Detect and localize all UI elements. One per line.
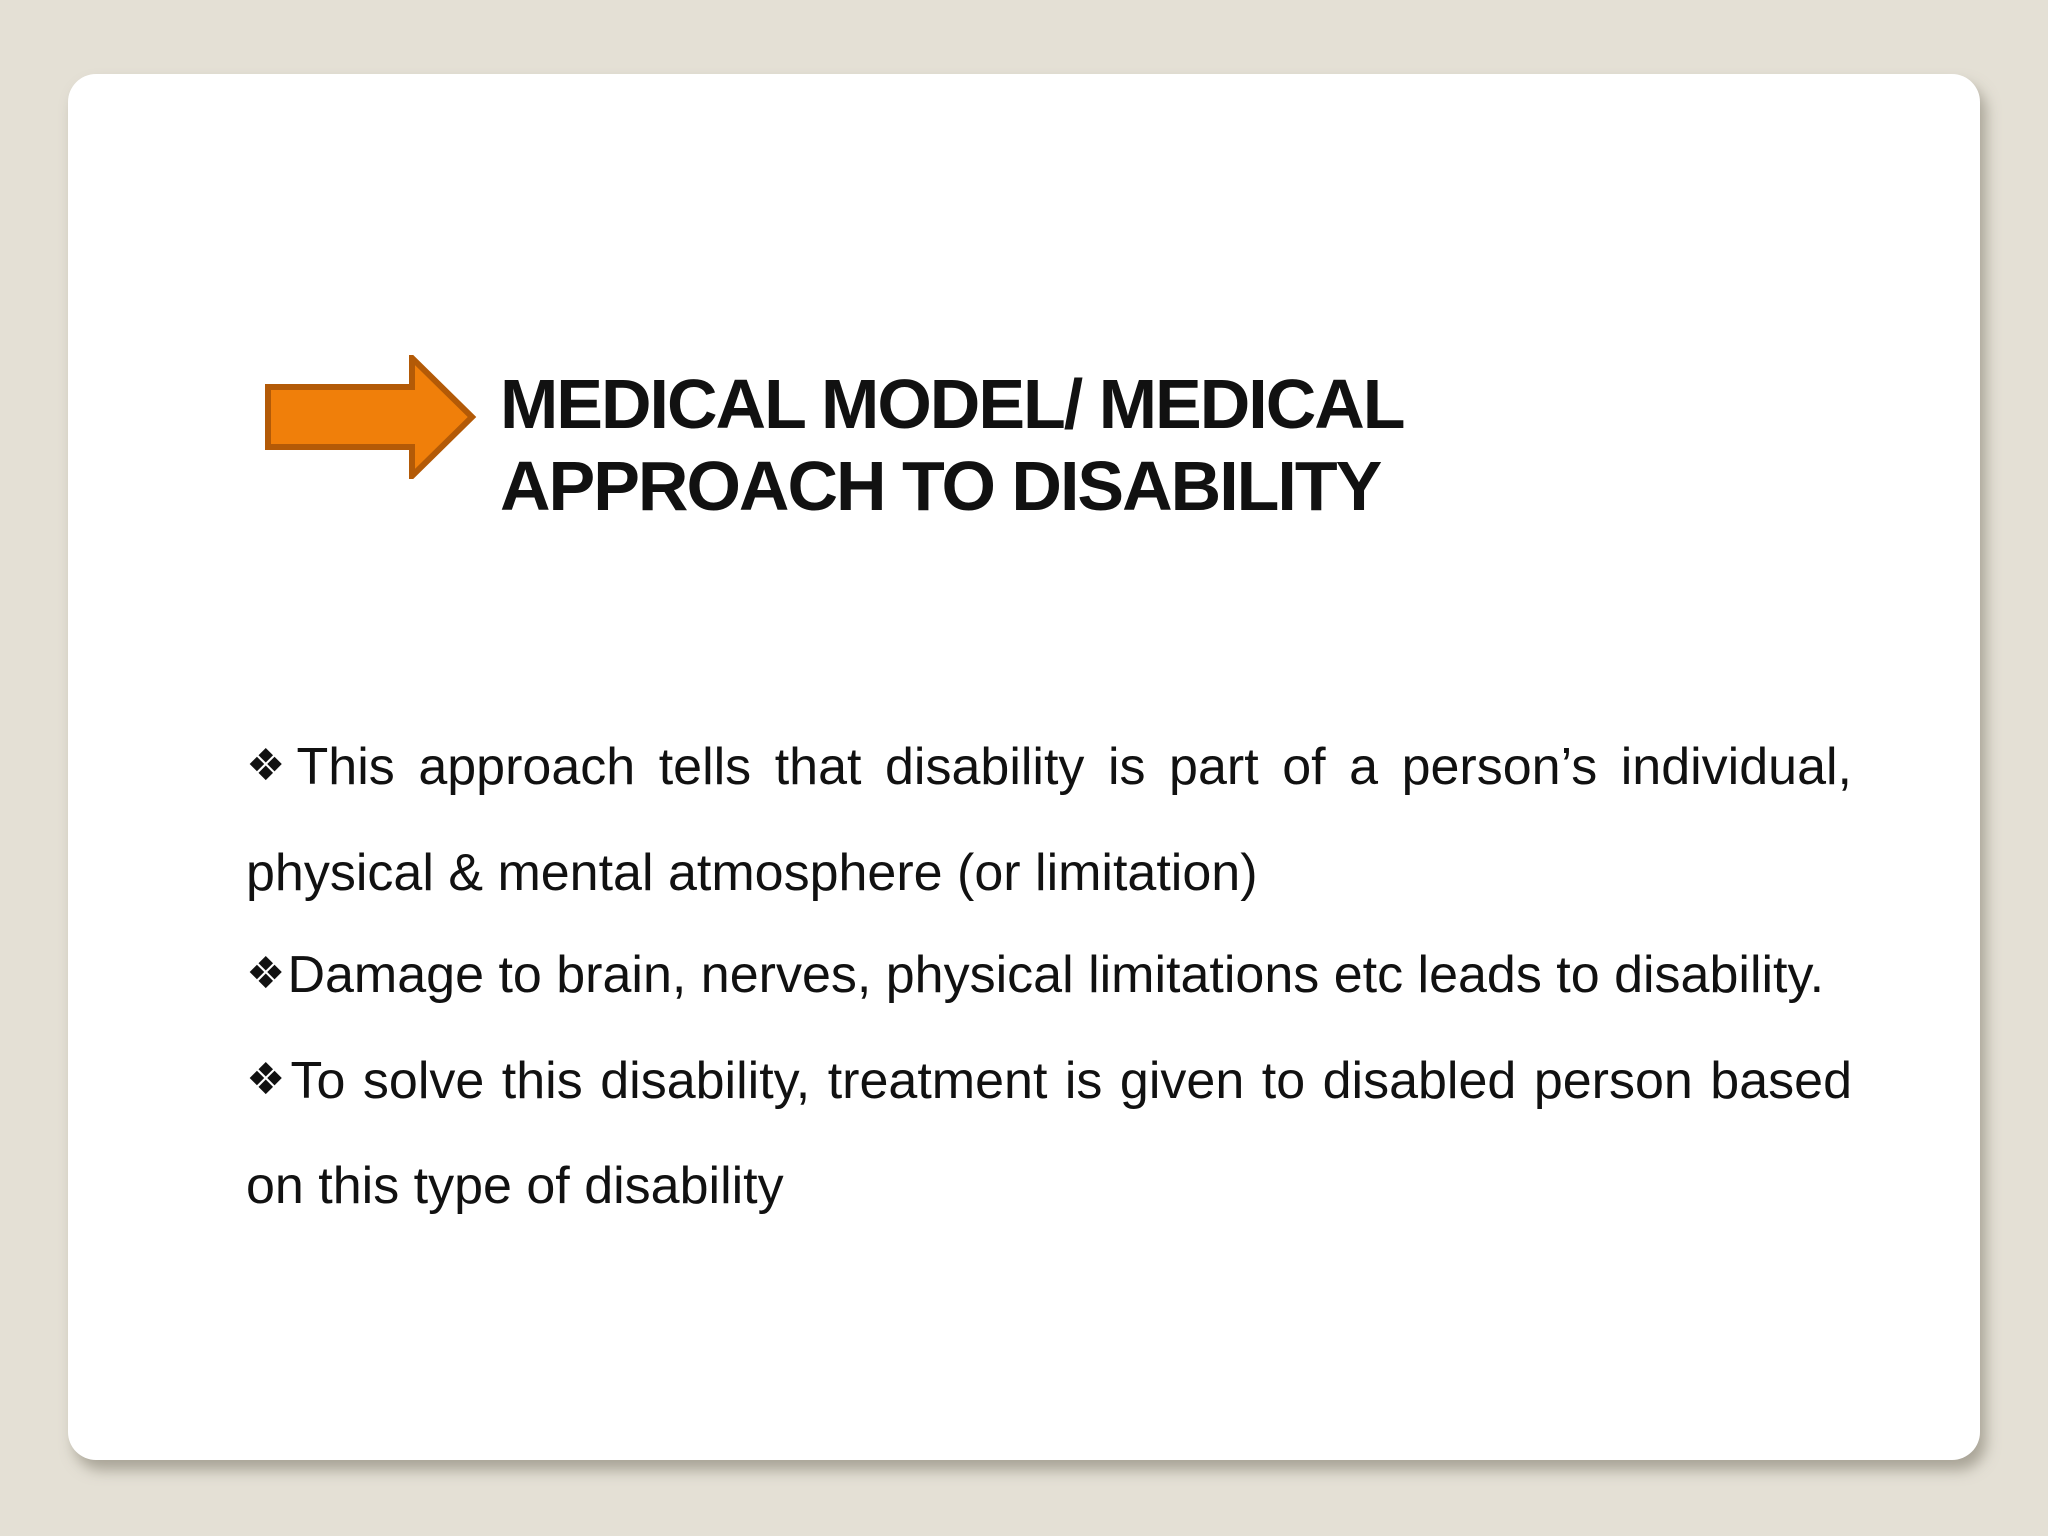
bullet-item-1 [246, 716, 1852, 924]
bullet-list [246, 716, 1852, 1238]
slide-title [500, 363, 1600, 527]
bullet-item-3 [246, 1030, 1852, 1238]
bullet-text-1: This approach tells that disability is part of a person’s individual, physical & mental atmosphere (or limitation) [246, 738, 1852, 902]
right-arrow-icon [265, 355, 479, 479]
slide-title-line-2: APPROACH TO DISABILITY [500, 447, 1381, 525]
slide-title-line-1: MEDICAL MODEL/ MEDICAL [500, 365, 1404, 443]
diamond-bullet-icon: ❖ [246, 740, 295, 791]
bullet-item-2 [246, 924, 1852, 1030]
bullet-text-3: To solve this disability, treatment is given to disabled person based on this type of disability [246, 1051, 1852, 1215]
diamond-bullet-icon: ❖ [246, 1053, 289, 1105]
diamond-bullet-icon: ❖ [246, 948, 286, 999]
bullet-text-2: Damage to brain, nerves, physical limitations etc leads to disability. [287, 946, 1825, 1004]
